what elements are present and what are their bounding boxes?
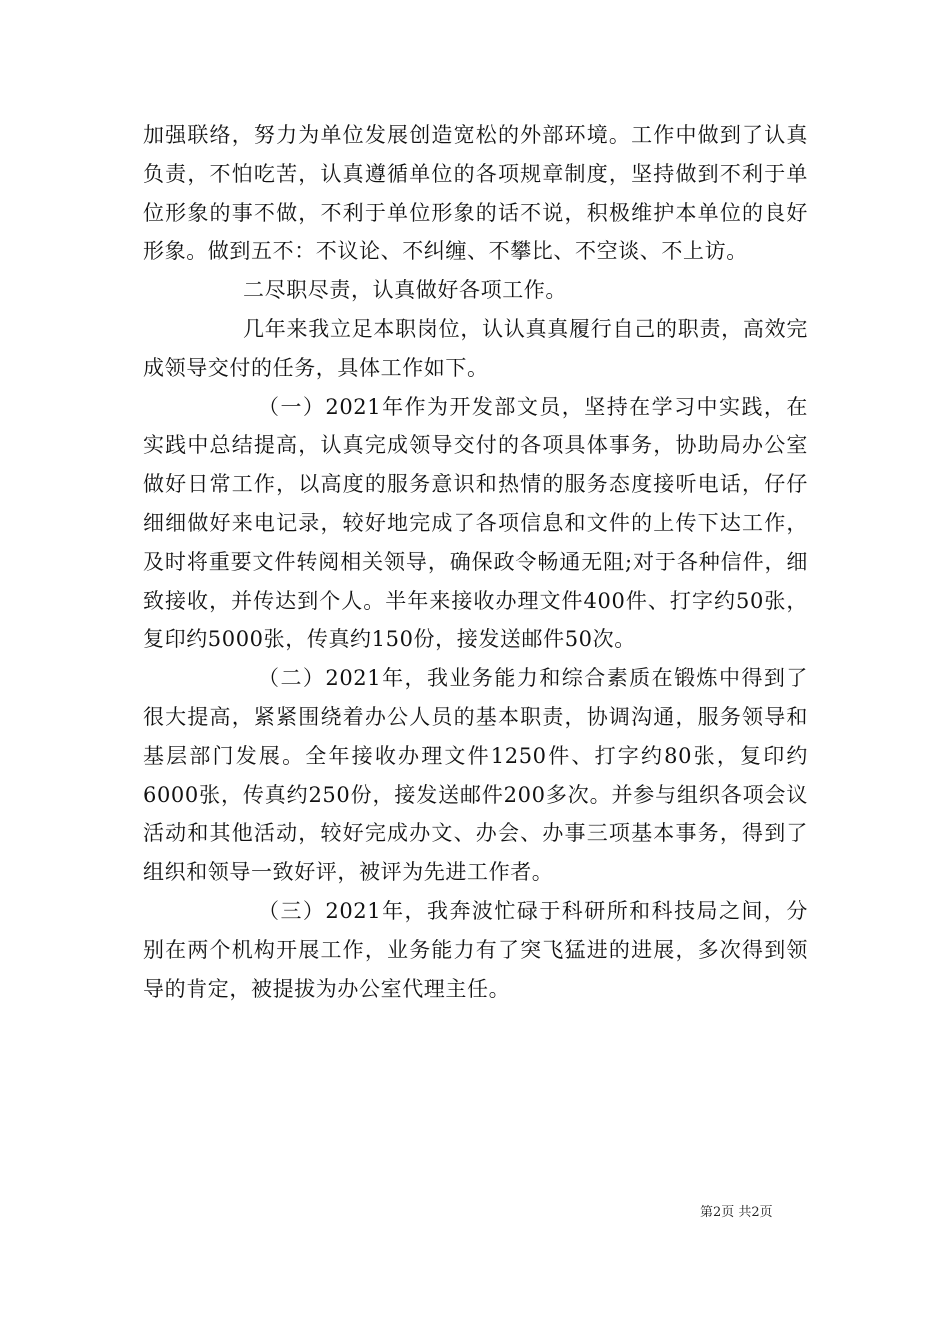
- paragraph-item-1: （一）2021年作为开发部文员，坚持在学习中实践，在实践中总结提高，认真完成领导交付的各项具体事务，协助局办公室做好日常工作，以高度的服务意识和热情的服务态度接听电话，仔仔细细做好来电记录，较好地完成了各项信息和文件的上传下达工作，及时将重要文件转阅相关领导，确保政令畅通无阻;对于各种信件，细致接收，并传达到个人。半年来接收办理文件400件、打字约50张，复印约5000张，传真约150份，接发送邮件50次。: [143, 394, 808, 652]
- document-body: [143, 116, 808, 1008]
- section-heading-duties: 二尽职尽责，认真做好各项工作。: [243, 278, 567, 303]
- paragraph-item-2: （二）2021年，我业务能力和综合素质在锻炼中得到了很大提高，紧紧围绕着办公人员的基本职责，协调沟通，服务领导和基层部门发展。全年接收办理文件1250件、打字约80张，复印约6000张，传真约250份，接发送邮件200多次。并参与组织各项会议活动和其他活动，较好完成办文、办会、办事三项基本事务，得到了组织和领导一致好评，被评为先进工作者。: [143, 666, 808, 885]
- paragraph-external-relations: 加强联络，努力为单位发展创造宽松的外部环境。工作中做到了认真负责，不怕吃苦，认真遵循单位的各项规章制度，坚持做到不利于单位形象的事不做，不利于单位形象的话不说，积极维护本单位的良好形象。做到五不：不议论、不纠缠、不攀比、不空谈、不上访。: [143, 123, 808, 264]
- page-number-footer: 第2页 共2页: [700, 1205, 773, 1220]
- paragraph-intro: 几年来我立足本职岗位，认认真真履行自己的职责，高效完成领导交付的任务，具体工作如下。: [143, 316, 808, 380]
- paragraph-item-3: （三）2021年，我奔波忙碌于科研所和科技局之间，分别在两个机构开展工作，业务能力有了突飞猛进的进展，多次得到领导的肯定，被提拔为办公室代理主任。: [143, 898, 808, 1001]
